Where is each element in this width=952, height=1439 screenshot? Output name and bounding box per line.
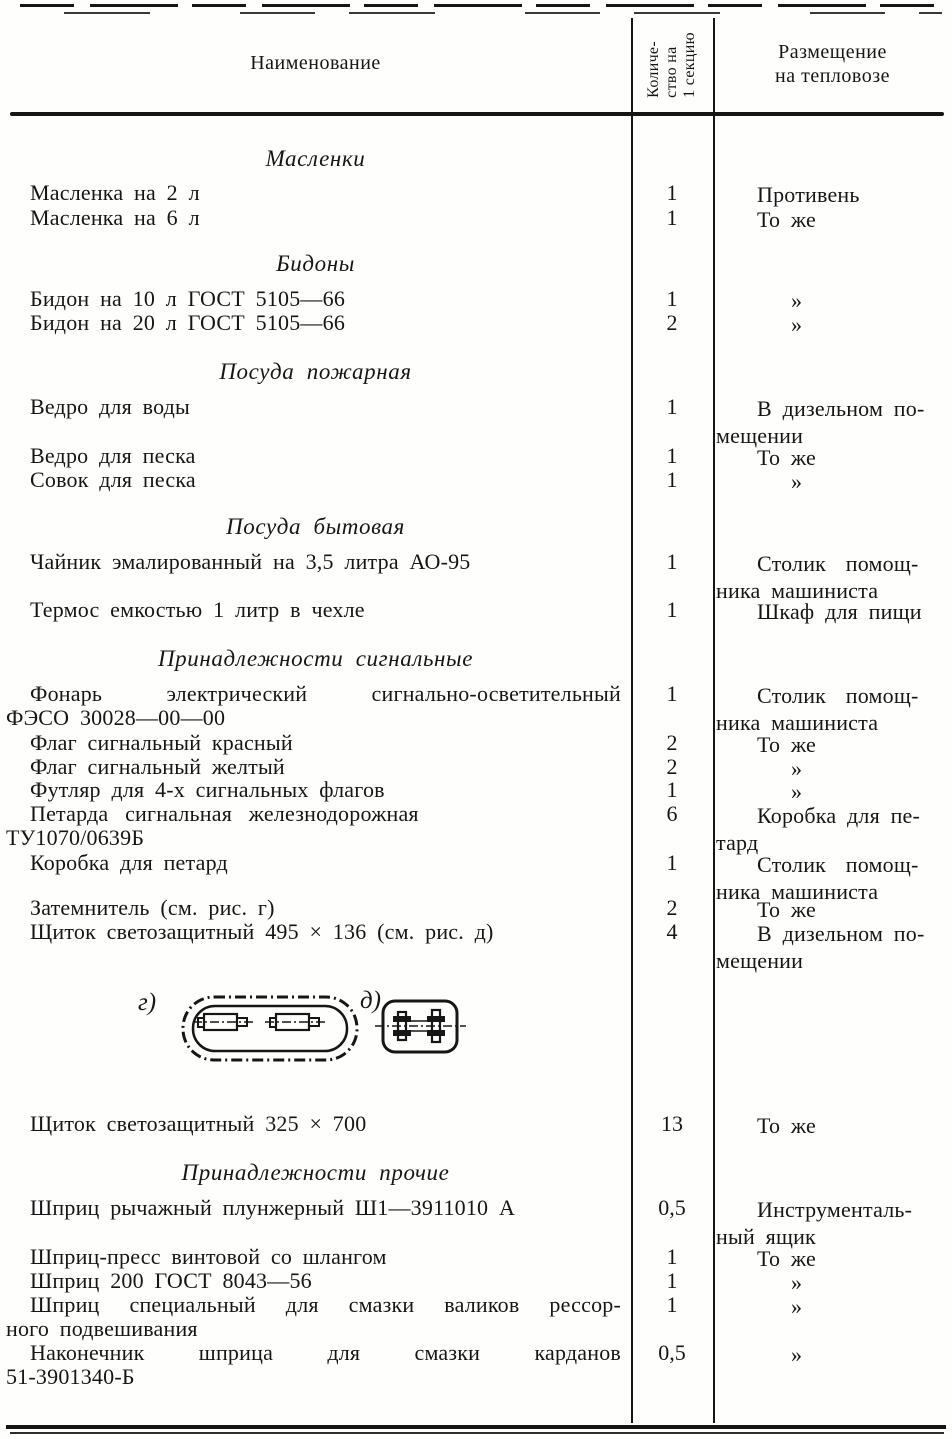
item-placement-line: Столик помощ- xyxy=(757,852,919,877)
item-name-line: Петарда сигнальная железнодорожная xyxy=(30,801,419,826)
item-placement-cell xyxy=(713,468,952,495)
item-placement-cell xyxy=(713,1196,952,1250)
item-name-line: Футляр для 4-х сигнальных флагов xyxy=(30,777,385,802)
qty-header-line: ство на xyxy=(663,46,680,98)
item-name-line: Бидон на 10 л ГОСТ 5105—66 xyxy=(30,286,346,311)
item-name-line: Масленка на 2 л xyxy=(30,180,200,205)
table-row xyxy=(0,181,952,208)
item-quantity: 1 xyxy=(666,597,678,622)
column-header-placement xyxy=(713,40,952,88)
item-placement-cell xyxy=(713,1112,952,1139)
item-quantity: 1 xyxy=(666,850,678,875)
item-placement-cell xyxy=(713,920,952,974)
table-row xyxy=(0,1196,952,1250)
item-placement-cell xyxy=(713,206,952,233)
item-placement-line: » xyxy=(791,1342,803,1367)
item-name-line: ТУ1070/0639Б xyxy=(6,825,145,850)
item-placement-line: » xyxy=(791,288,803,313)
item-name-line: ного подвешивания xyxy=(6,1316,198,1341)
item-quantity: 0,5 xyxy=(658,1340,686,1365)
table-row xyxy=(0,550,952,604)
item-placement-line: » xyxy=(791,1294,803,1319)
item-name-line: Затемнитель (см. рис. г) xyxy=(30,895,275,920)
figure-darkener-and-shield xyxy=(130,980,470,1076)
item-placement-line: Столик помощ- xyxy=(757,683,919,708)
item-name-cell xyxy=(0,181,631,208)
item-placement-line: Шкаф для пищи xyxy=(757,599,922,624)
table-row xyxy=(0,311,952,338)
item-quantity: 1 xyxy=(666,180,678,205)
figure-label-g: г) xyxy=(138,989,157,1016)
item-name-cell xyxy=(0,1341,631,1389)
item-quantity: 2 xyxy=(666,754,678,779)
table-row xyxy=(0,1112,952,1139)
table-row xyxy=(0,206,952,233)
column-header-qty xyxy=(631,18,713,112)
item-placement-cell xyxy=(713,896,952,923)
item-quantity: 1 xyxy=(666,467,678,492)
item-quantity: 1 xyxy=(666,1292,678,1317)
item-placement-line: То же xyxy=(757,732,816,757)
item-quantity: 1 xyxy=(666,394,678,419)
item-placement-line: » xyxy=(791,312,803,337)
section-heading: Масленки xyxy=(265,146,366,171)
item-name-line: Совок для песка xyxy=(30,467,196,492)
item-name-cell xyxy=(0,682,631,736)
item-name-cell xyxy=(0,468,631,495)
item-name-line: Флаг сигнальный желтый xyxy=(30,754,285,779)
table-row xyxy=(0,682,952,736)
item-placement-line: мещении xyxy=(716,423,804,448)
item-name-line: Щиток светозащитный 325 × 700 xyxy=(30,1111,367,1136)
item-name-line: 51-3901340-Б xyxy=(6,1364,135,1389)
item-name-cell xyxy=(0,802,631,856)
column-header-qty-rotated-text xyxy=(645,32,699,98)
item-name-line: Фонарь электрический сигнально-осветительный xyxy=(30,681,621,706)
item-placement-line: » xyxy=(791,469,803,494)
item-name-cell xyxy=(0,550,631,604)
item-placement-line: То же xyxy=(757,445,816,470)
item-placement-line: » xyxy=(791,1270,803,1295)
item-placement-line: Коробка для пе- xyxy=(757,803,921,828)
item-name-cell xyxy=(0,311,631,338)
item-placement-cell xyxy=(713,682,952,736)
item-name-line: Шприц рычажный плунжерный Ш1—3911010 А xyxy=(30,1195,516,1220)
item-placement-line: ника машиниста xyxy=(716,879,879,904)
item-name-line: ФЭСО 30028—00—00 xyxy=(6,705,226,730)
item-name-line: Коробка для петард xyxy=(30,850,228,875)
item-quantity: 1 xyxy=(666,286,678,311)
item-quantity: 2 xyxy=(666,730,678,755)
item-placement-cell xyxy=(713,778,952,805)
item-name-line: Шприц 200 ГОСТ 8043—56 xyxy=(30,1268,312,1293)
item-placement-cell xyxy=(713,802,952,856)
item-quantity: 1 xyxy=(666,1244,678,1269)
item-quantity: 4 xyxy=(666,919,678,944)
item-quantity: 0,5 xyxy=(658,1195,686,1220)
item-placement-line: В дизельном по- xyxy=(757,921,925,946)
item-placement-line: То же xyxy=(757,207,816,232)
item-placement-cell xyxy=(713,181,952,208)
item-name-cell xyxy=(0,598,631,625)
qty-header-line: 1 секцию xyxy=(681,32,698,98)
table-row xyxy=(0,468,952,495)
bottom-double-rule-lower xyxy=(10,1432,944,1434)
table-row xyxy=(0,920,952,974)
item-placement-cell xyxy=(713,731,952,758)
item-quantity: 1 xyxy=(666,681,678,706)
item-quantity: 1 xyxy=(666,205,678,230)
figure-label-d: д) xyxy=(360,987,381,1014)
item-placement-line: В дизельном по- xyxy=(757,396,925,421)
item-name-line: Щиток светозащитный 495 × 136 (см. рис. д) xyxy=(30,919,494,944)
placement-header-line: на тепловозе xyxy=(775,65,890,87)
section-heading: Принадлежности сигнальные xyxy=(157,646,474,671)
item-placement-line: мещении xyxy=(716,948,804,973)
table-row xyxy=(0,1341,952,1389)
placement-header-line: Размещение xyxy=(778,41,887,63)
item-placement-cell xyxy=(713,1245,952,1272)
bottom-double-rule-upper xyxy=(6,1425,946,1429)
item-placement-line: Инструменталь- xyxy=(757,1197,913,1222)
item-placement-line: » xyxy=(791,756,803,781)
item-placement-cell xyxy=(713,1293,952,1341)
item-placement-line: ника машиниста xyxy=(716,578,879,603)
header-separator-rule xyxy=(10,112,944,116)
item-placement-cell xyxy=(713,1269,952,1296)
item-name-cell xyxy=(0,1112,631,1139)
item-name-cell xyxy=(0,1293,631,1341)
item-placement-cell xyxy=(713,598,952,625)
table-row xyxy=(0,1293,952,1341)
item-name-line: Ведро для воды xyxy=(30,394,191,419)
item-placement-line: То же xyxy=(757,1113,816,1138)
table-row xyxy=(0,395,952,449)
item-name-line: Ведро для песка xyxy=(30,443,196,468)
item-placement-line: Столик помощ- xyxy=(757,551,919,576)
item-placement-line: тард xyxy=(716,830,759,855)
item-placement-line: ника машиниста xyxy=(716,710,879,735)
item-placement-line: Противень xyxy=(757,182,860,207)
item-placement-cell xyxy=(713,1341,952,1389)
item-placement-cell xyxy=(713,395,952,449)
item-name-line: Чайник эмалированный на 3,5 литра АО-95 xyxy=(30,549,471,574)
item-name-cell xyxy=(0,920,631,974)
item-placement-cell xyxy=(713,311,952,338)
item-quantity: 2 xyxy=(666,310,678,335)
item-quantity: 2 xyxy=(666,895,678,920)
item-quantity: 1 xyxy=(666,549,678,574)
item-name-line: Термос емкостью 1 литр в чехле xyxy=(30,597,365,622)
table-row xyxy=(0,598,952,625)
item-name-cell xyxy=(0,206,631,233)
item-name-line: Масленка на 6 л xyxy=(30,205,200,230)
item-name-line: Наконечник шприца для смазки карданов xyxy=(30,1340,621,1365)
item-quantity: 1 xyxy=(666,443,678,468)
darkener-inner-contour xyxy=(193,1006,347,1051)
item-placement-cell xyxy=(713,444,952,471)
item-placement-line: ный ящик xyxy=(716,1224,816,1249)
item-placement-line: » xyxy=(791,779,803,804)
top-double-rule-upper xyxy=(20,4,948,7)
item-name-line: Шприц-пресс винтовой со шлангом xyxy=(30,1244,387,1269)
item-placement-line: То же xyxy=(757,1246,816,1271)
item-quantity: 1 xyxy=(666,1268,678,1293)
section-heading: Посуда пожарная xyxy=(219,359,412,384)
qty-header-line: Количе- xyxy=(645,41,662,98)
item-placement-cell xyxy=(713,287,952,314)
section-heading: Посуда бытовая xyxy=(226,514,405,539)
item-placement-line: То же xyxy=(757,897,816,922)
column-header-name: Наименование xyxy=(250,52,381,74)
item-quantity: 1 xyxy=(666,777,678,802)
table-row xyxy=(0,802,952,856)
top-double-rule-lower xyxy=(30,12,942,14)
item-name-line: Бидон на 20 л ГОСТ 5105—66 xyxy=(30,310,346,335)
item-name-line: Флаг сигнальный красный xyxy=(30,730,293,755)
item-name-cell xyxy=(0,1196,631,1250)
item-name-cell xyxy=(0,395,631,449)
item-quantity: 6 xyxy=(666,801,678,826)
item-quantity: 13 xyxy=(661,1111,683,1136)
section-heading: Принадлежности прочие xyxy=(181,1160,450,1185)
item-name-line: Шприц специальный для смазки валиков рессор- xyxy=(30,1292,621,1317)
section-heading: Бидоны xyxy=(276,251,355,276)
item-placement-cell xyxy=(713,550,952,604)
